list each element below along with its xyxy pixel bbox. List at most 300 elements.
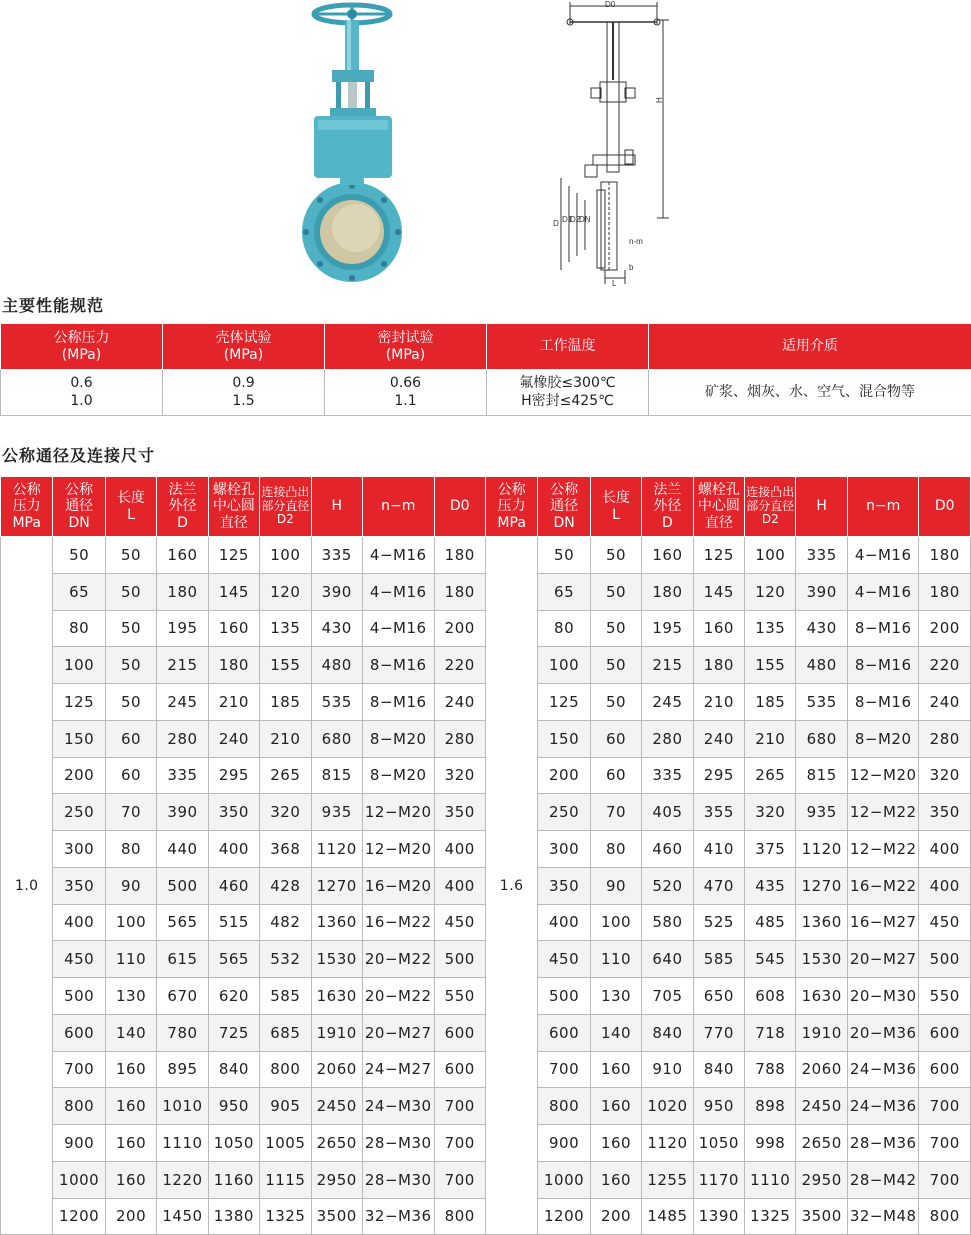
- table-cell: 320: [260, 794, 311, 831]
- header-text: 公称: [550, 482, 579, 499]
- table-cell: 12−M20: [847, 757, 919, 794]
- table-cell: 2060: [311, 1051, 362, 1088]
- header-text: 直径: [704, 514, 733, 531]
- table-cell: 1000: [538, 1161, 590, 1198]
- table-cell: 1000: [53, 1161, 105, 1198]
- table-cell: 2450: [796, 1088, 847, 1125]
- table-cell: 350: [434, 794, 485, 831]
- table-cell: 620: [208, 978, 259, 1015]
- dims-header-cell: [434, 477, 485, 537]
- table-cell: 1200: [53, 1198, 105, 1235]
- table-cell: 160: [157, 537, 208, 574]
- table-cell: 100: [105, 904, 156, 941]
- table-cell: 565: [157, 904, 208, 941]
- label-dn: DN: [579, 215, 591, 224]
- table-cell: 180: [208, 647, 259, 684]
- header-text: 螺栓孔: [697, 482, 740, 499]
- table-cell: 180: [157, 573, 208, 610]
- perf-cell: [325, 370, 487, 416]
- table-cell: 2950: [311, 1161, 362, 1198]
- table-row: [1, 537, 971, 574]
- table-cell: 705: [642, 978, 693, 1015]
- table-cell: 800: [53, 1088, 105, 1125]
- table-cell: 28−M42: [847, 1161, 919, 1198]
- table-cell: 80: [53, 610, 105, 647]
- table-cell: 335: [311, 537, 362, 574]
- table-cell: 16−M20: [362, 867, 434, 904]
- table-cell: 1270: [796, 867, 847, 904]
- table-cell: 788: [745, 1051, 796, 1088]
- label-h: H: [655, 97, 664, 103]
- table-cell: 1380: [208, 1198, 259, 1235]
- table-cell: 220: [919, 647, 971, 684]
- table-cell: 145: [208, 573, 259, 610]
- header-text: (MPa): [223, 346, 264, 363]
- table-cell: 135: [260, 610, 311, 647]
- table-cell: 650: [693, 978, 744, 1015]
- header-text: 密封试验: [377, 330, 434, 347]
- table-cell: 24−M36: [847, 1051, 919, 1088]
- table-cell: 450: [53, 941, 105, 978]
- table-cell: 482: [260, 904, 311, 941]
- table-cell: 700: [434, 1088, 485, 1125]
- table-cell: 210: [208, 684, 259, 721]
- table-cell: 355: [693, 794, 744, 831]
- table-cell: 1255: [642, 1161, 693, 1198]
- header-text: 压力: [12, 498, 41, 515]
- table-cell: 60: [105, 757, 156, 794]
- table-cell: 700: [538, 1051, 590, 1088]
- table-cell: 160: [590, 1051, 641, 1088]
- table-cell: 20−M27: [847, 941, 919, 978]
- dims-header-cell: [847, 477, 919, 537]
- table-cell: 480: [311, 647, 362, 684]
- table-cell: 935: [796, 794, 847, 831]
- table-cell: 350: [919, 794, 971, 831]
- table-cell: 1630: [311, 978, 362, 1015]
- table-cell: 20−M22: [362, 941, 434, 978]
- table-cell: 24−M36: [847, 1088, 919, 1125]
- table-cell: 28−M30: [362, 1161, 434, 1198]
- label-nm: n-m: [629, 237, 643, 246]
- table-cell: 300: [53, 831, 105, 868]
- dims-header-cell: [919, 477, 971, 537]
- table-cell: 80: [105, 831, 156, 868]
- table-cell: 725: [208, 1014, 259, 1051]
- header-text: DN: [68, 514, 90, 531]
- table-cell: 935: [311, 794, 362, 831]
- table-cell: 100: [745, 537, 796, 574]
- table-cell: 265: [745, 757, 796, 794]
- table-cell: 700: [434, 1161, 485, 1198]
- table-cell: 1325: [260, 1198, 311, 1235]
- table-cell: 1160: [208, 1161, 259, 1198]
- dimensions-header-row: [1, 477, 971, 537]
- table-cell: 320: [919, 757, 971, 794]
- section-title-dimensions: 公称通径及连接尺寸: [2, 446, 156, 465]
- table-cell: 8−M20: [847, 720, 919, 757]
- label-d1: D1: [562, 215, 573, 224]
- table-cell: 580: [642, 904, 693, 941]
- table-cell: 410: [693, 831, 744, 868]
- table-cell: 400: [53, 904, 105, 941]
- table-cell: 335: [157, 757, 208, 794]
- table-cell: 532: [260, 941, 311, 978]
- perf-cell: [487, 370, 649, 416]
- table-cell: 770: [693, 1014, 744, 1051]
- header-text: 中心圆: [697, 498, 740, 515]
- table-cell: 700: [434, 1125, 485, 1162]
- table-cell: 65: [53, 573, 105, 610]
- table-cell: 840: [208, 1051, 259, 1088]
- table-cell: 1485: [642, 1198, 693, 1235]
- table-cell: 515: [208, 904, 259, 941]
- table-cell: 4−M16: [362, 537, 434, 574]
- table-cell: 8−M16: [847, 684, 919, 721]
- table-cell: 680: [796, 720, 847, 757]
- table-cell: 200: [919, 610, 971, 647]
- table-cell: 20−M36: [847, 1014, 919, 1051]
- header-text: 通径: [550, 498, 579, 515]
- cell-text: 0.66: [389, 375, 422, 391]
- table-cell: 350: [208, 794, 259, 831]
- header-text: H: [331, 498, 342, 515]
- table-cell: 50: [590, 647, 641, 684]
- table-cell: 1120: [642, 1125, 693, 1162]
- table-cell: 1630: [796, 978, 847, 1015]
- table-cell: 160: [105, 1051, 156, 1088]
- header-text: D: [662, 514, 673, 531]
- cell-text: 0.9: [232, 375, 255, 391]
- dimensions-table: [0, 476, 971, 1235]
- table-cell: 470: [693, 867, 744, 904]
- table-cell: 185: [745, 684, 796, 721]
- table-cell: 50: [590, 537, 641, 574]
- table-cell: 110: [105, 941, 156, 978]
- table-cell: 135: [745, 610, 796, 647]
- dims-header-cell: [1, 477, 53, 537]
- table-cell: 895: [157, 1051, 208, 1088]
- pressure-cell: 1.0: [1, 537, 53, 1235]
- table-cell: 1005: [260, 1125, 311, 1162]
- header-text: 外径: [653, 498, 682, 515]
- table-cell: 950: [208, 1088, 259, 1125]
- table-cell: 460: [208, 867, 259, 904]
- table-cell: 1450: [157, 1198, 208, 1235]
- table-cell: 1910: [796, 1014, 847, 1051]
- table-cell: 240: [693, 720, 744, 757]
- dims-header-cell: [590, 477, 641, 537]
- cell-text: 0.6: [70, 375, 93, 391]
- table-cell: 180: [434, 573, 485, 610]
- table-cell: 150: [53, 720, 105, 757]
- table-cell: 1390: [693, 1198, 744, 1235]
- table-cell: 200: [105, 1198, 156, 1235]
- table-cell: 430: [796, 610, 847, 647]
- table-cell: 1050: [693, 1125, 744, 1162]
- table-cell: 24−M27: [362, 1051, 434, 1088]
- table-cell: 220: [434, 647, 485, 684]
- table-cell: 100: [260, 537, 311, 574]
- table-cell: 400: [434, 831, 485, 868]
- table-cell: 200: [53, 757, 105, 794]
- table-cell: 240: [434, 684, 485, 721]
- table-cell: 50: [538, 537, 590, 574]
- table-cell: 950: [693, 1088, 744, 1125]
- dims-header-cell: [105, 477, 156, 537]
- table-cell: 130: [590, 978, 641, 1015]
- header-text: D2: [761, 512, 779, 527]
- perf-header-cell: [325, 324, 487, 370]
- table-cell: 90: [590, 867, 641, 904]
- table-cell: 32−M48: [847, 1198, 919, 1235]
- table-cell: 1020: [642, 1088, 693, 1125]
- perf-header-cell: [163, 324, 325, 370]
- table-cell: 390: [157, 794, 208, 831]
- table-cell: 125: [538, 684, 590, 721]
- table-cell: 180: [919, 573, 971, 610]
- table-cell: 245: [642, 684, 693, 721]
- table-cell: 1010: [157, 1088, 208, 1125]
- table-cell: 300: [538, 831, 590, 868]
- table-cell: 600: [434, 1014, 485, 1051]
- performance-data-row: [1, 370, 971, 416]
- table-cell: 390: [311, 573, 362, 610]
- table-cell: 20−M22: [362, 978, 434, 1015]
- header-text: 公称: [12, 482, 41, 499]
- table-cell: 160: [208, 610, 259, 647]
- table-cell: 2650: [796, 1125, 847, 1162]
- dims-header-cell: [208, 477, 259, 537]
- perf-header-cell: [1, 324, 163, 370]
- table-cell: 1360: [311, 904, 362, 941]
- table-cell: 120: [260, 573, 311, 610]
- table-cell: 155: [745, 647, 796, 684]
- table-cell: 615: [157, 941, 208, 978]
- table-cell: 160: [590, 1088, 641, 1125]
- header-text: 通径: [65, 498, 94, 515]
- table-cell: 500: [919, 941, 971, 978]
- table-cell: 430: [311, 610, 362, 647]
- section-title-performance: 主要性能规范: [2, 296, 105, 315]
- label-d2: D2: [570, 215, 581, 224]
- table-cell: 215: [642, 647, 693, 684]
- table-cell: 280: [157, 720, 208, 757]
- table-cell: 50: [105, 537, 156, 574]
- header-text: MPa: [497, 514, 526, 531]
- table-cell: 1360: [796, 904, 847, 941]
- table-cell: 16−M22: [362, 904, 434, 941]
- table-cell: 1050: [208, 1125, 259, 1162]
- dims-header-cell: [642, 477, 693, 537]
- table-cell: 140: [590, 1014, 641, 1051]
- table-cell: 600: [919, 1051, 971, 1088]
- table-cell: 375: [745, 831, 796, 868]
- table-cell: 1530: [796, 941, 847, 978]
- table-cell: 600: [538, 1014, 590, 1051]
- table-cell: 240: [208, 720, 259, 757]
- table-cell: 900: [538, 1125, 590, 1162]
- table-cell: 400: [919, 867, 971, 904]
- label-d0: D0: [605, 0, 616, 9]
- table-cell: 390: [796, 573, 847, 610]
- table-cell: 160: [590, 1161, 641, 1198]
- table-cell: 320: [745, 794, 796, 831]
- header-text: 连接凸出: [746, 484, 795, 499]
- table-cell: 20−M27: [362, 1014, 434, 1051]
- table-cell: 100: [538, 647, 590, 684]
- table-cell: 210: [260, 720, 311, 757]
- table-cell: 368: [260, 831, 311, 868]
- table-cell: 998: [745, 1125, 796, 1162]
- table-cell: 400: [434, 867, 485, 904]
- cell-text: 1.0: [70, 392, 93, 409]
- table-cell: 600: [53, 1014, 105, 1051]
- table-cell: 1530: [311, 941, 362, 978]
- table-cell: 780: [157, 1014, 208, 1051]
- dims-header-cell: [362, 477, 434, 537]
- table-cell: 50: [105, 610, 156, 647]
- table-cell: 200: [538, 757, 590, 794]
- table-cell: 585: [693, 941, 744, 978]
- table-cell: 160: [105, 1088, 156, 1125]
- header-text: 螺栓孔: [212, 482, 255, 499]
- table-cell: 245: [157, 684, 208, 721]
- table-cell: 1270: [311, 867, 362, 904]
- table-cell: 125: [53, 684, 105, 721]
- cell-text: 1.1: [394, 392, 417, 409]
- table-cell: 485: [745, 904, 796, 941]
- table-cell: 12−M20: [362, 831, 434, 868]
- table-cell: 24−M30: [362, 1088, 434, 1125]
- table-cell: 8−M16: [847, 647, 919, 684]
- table-cell: 12−M22: [847, 831, 919, 868]
- header-text: 适用介质: [782, 338, 838, 355]
- table-cell: 240: [919, 684, 971, 721]
- table-cell: 125: [693, 537, 744, 574]
- header-text: 公称: [65, 482, 94, 499]
- header-text: MPa: [12, 514, 41, 531]
- table-cell: 1120: [311, 831, 362, 868]
- table-cell: 16−M22: [847, 867, 919, 904]
- table-cell: 350: [538, 867, 590, 904]
- table-cell: 428: [260, 867, 311, 904]
- dims-header-cell: [53, 477, 105, 537]
- table-cell: 180: [642, 573, 693, 610]
- table-cell: 50: [590, 684, 641, 721]
- table-cell: 525: [693, 904, 744, 941]
- table-cell: 180: [693, 647, 744, 684]
- table-cell: 905: [260, 1088, 311, 1125]
- header-text: 压力: [497, 498, 526, 515]
- table-cell: 28−M36: [847, 1125, 919, 1162]
- table-cell: 1220: [157, 1161, 208, 1198]
- table-cell: 4−M16: [847, 573, 919, 610]
- table-cell: 450: [919, 904, 971, 941]
- dims-header-cell: [485, 477, 537, 537]
- table-cell: 535: [311, 684, 362, 721]
- table-cell: 2060: [796, 1051, 847, 1088]
- label-l: L: [612, 279, 617, 286]
- table-cell: 70: [105, 794, 156, 831]
- table-cell: 50: [590, 573, 641, 610]
- table-cell: 435: [745, 867, 796, 904]
- table-cell: 12−M20: [362, 794, 434, 831]
- table-cell: 155: [260, 647, 311, 684]
- table-cell: 16−M27: [847, 904, 919, 941]
- table-cell: 280: [434, 720, 485, 757]
- table-cell: 90: [105, 867, 156, 904]
- table-cell: 320: [434, 757, 485, 794]
- table-cell: 145: [693, 573, 744, 610]
- perf-cell: [1, 370, 163, 416]
- table-cell: 815: [311, 757, 362, 794]
- header-text: L: [127, 506, 135, 523]
- table-cell: 215: [157, 647, 208, 684]
- table-cell: 400: [538, 904, 590, 941]
- table-cell: 280: [642, 720, 693, 757]
- table-cell: 150: [538, 720, 590, 757]
- table-cell: 50: [53, 537, 105, 574]
- cell-text: 1.5: [232, 392, 255, 409]
- header-text: n−m: [381, 498, 416, 515]
- table-cell: 140: [105, 1014, 156, 1051]
- table-cell: 400: [919, 831, 971, 868]
- header-text: 长度: [117, 490, 146, 507]
- table-cell: 840: [693, 1051, 744, 1088]
- table-cell: 8−M16: [362, 647, 434, 684]
- dims-header-cell: [538, 477, 590, 537]
- table-cell: 210: [745, 720, 796, 757]
- table-cell: 125: [208, 537, 259, 574]
- table-cell: 50: [105, 684, 156, 721]
- table-cell: 110: [590, 941, 641, 978]
- table-cell: 900: [53, 1125, 105, 1162]
- table-cell: 815: [796, 757, 847, 794]
- table-cell: 295: [693, 757, 744, 794]
- table-cell: 685: [260, 1014, 311, 1051]
- table-cell: 898: [745, 1088, 796, 1125]
- table-cell: 500: [53, 978, 105, 1015]
- table-cell: 80: [590, 831, 641, 868]
- perf-cell: [649, 370, 971, 416]
- table-cell: 700: [919, 1125, 971, 1162]
- table-cell: 520: [642, 867, 693, 904]
- table-cell: 718: [745, 1014, 796, 1051]
- table-cell: 195: [157, 610, 208, 647]
- perf-header-cell: [487, 324, 649, 370]
- table-cell: 160: [590, 1125, 641, 1162]
- header-text: 公称: [497, 482, 526, 499]
- header-text: 法兰: [168, 482, 197, 499]
- table-cell: 8−M16: [847, 610, 919, 647]
- header-text: 连接凸出: [261, 484, 310, 499]
- dims-header-cell: [260, 477, 311, 537]
- dimension-drawing: [545, 0, 695, 286]
- table-cell: 2650: [311, 1125, 362, 1162]
- table-cell: 265: [260, 757, 311, 794]
- table-cell: 1200: [538, 1198, 590, 1235]
- table-cell: 70: [590, 794, 641, 831]
- header-text: n−m: [866, 498, 901, 515]
- table-cell: 640: [642, 941, 693, 978]
- header-text: 壳体试验: [215, 330, 272, 347]
- table-cell: 565: [208, 941, 259, 978]
- table-cell: 700: [919, 1088, 971, 1125]
- table-cell: 3500: [311, 1198, 362, 1235]
- header-text: 外径: [168, 498, 197, 515]
- table-cell: 670: [157, 978, 208, 1015]
